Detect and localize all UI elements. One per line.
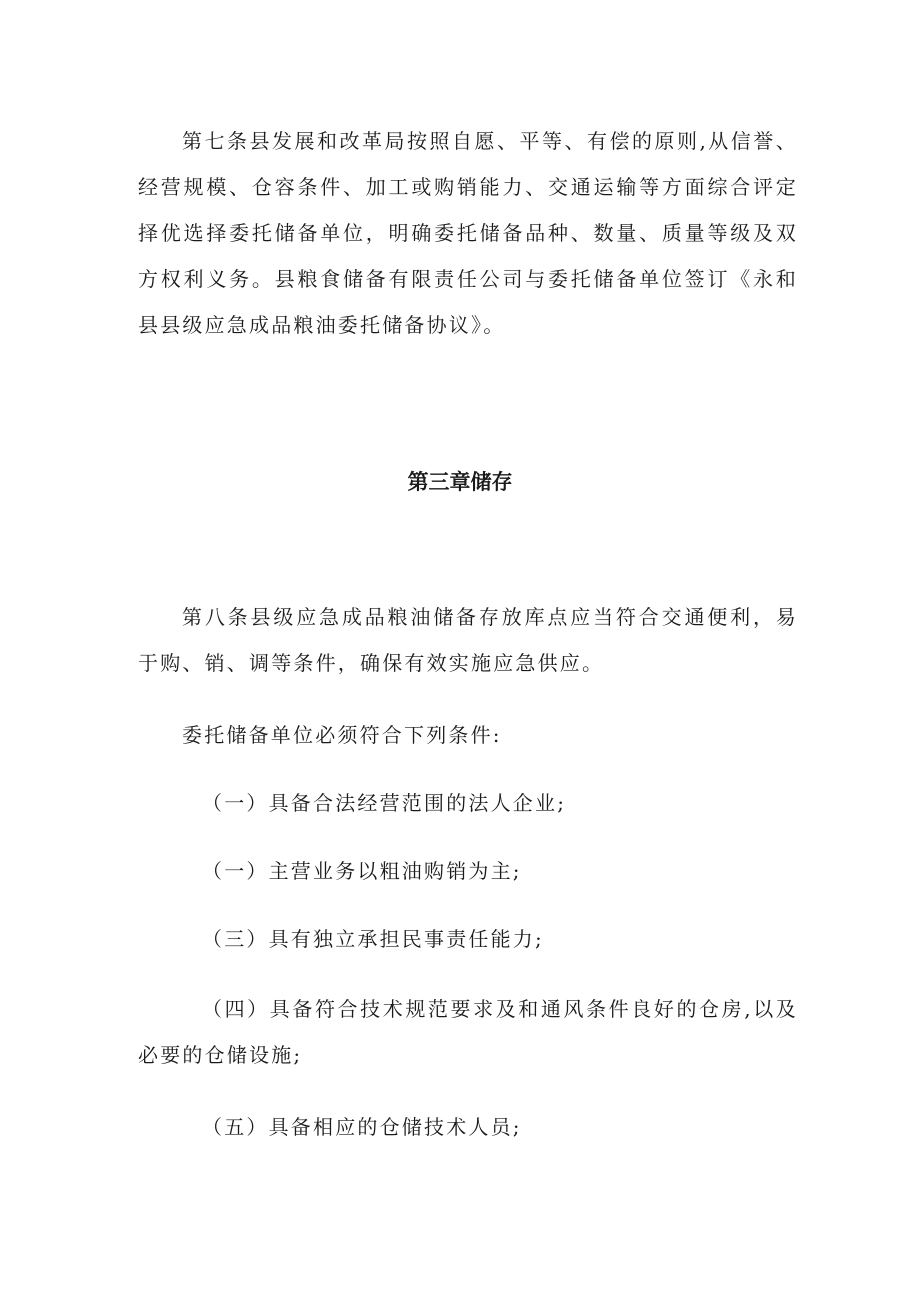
- condition-item-4: （四）具备符合技术规范要求及和通风条件良好的仓房,以及必要的仓储设施;: [138, 997, 798, 1067]
- condition-item-2: （一）主营业务以粗油购销为主;: [202, 859, 522, 883]
- conditions-intro: 委托储备单位必须符合下列条件:: [182, 723, 502, 747]
- article-8-paragraph: 第八条县级应急成品粮油储备存放库点应当符合交通便利，易于购、销、调等条件，确保有效实施应急供应。: [138, 605, 798, 675]
- condition-item-3: （三）具有独立承担民事责任能力;: [202, 927, 544, 951]
- condition-item-1: （一）具备合法经营范围的法人企业;: [202, 791, 567, 815]
- article-7-paragraph: 第七条县发展和改革局按照自愿、平等、有偿的原则,从信誉、经营规模、仓容条件、加工或购销能力、交通运输等方面综合评定择优选择委托储备单位，明确委托储备品种、数量、质量等级及双方权利义务。县粮食储备有限责任公司与委托储备单位签订《永和县县级应急成品粮油委托储备协议》。: [138, 129, 798, 337]
- condition-item-5: （五）具备相应的仓储技术人员;: [202, 1115, 522, 1139]
- chapter-title: 第三章储存: [407, 470, 513, 494]
